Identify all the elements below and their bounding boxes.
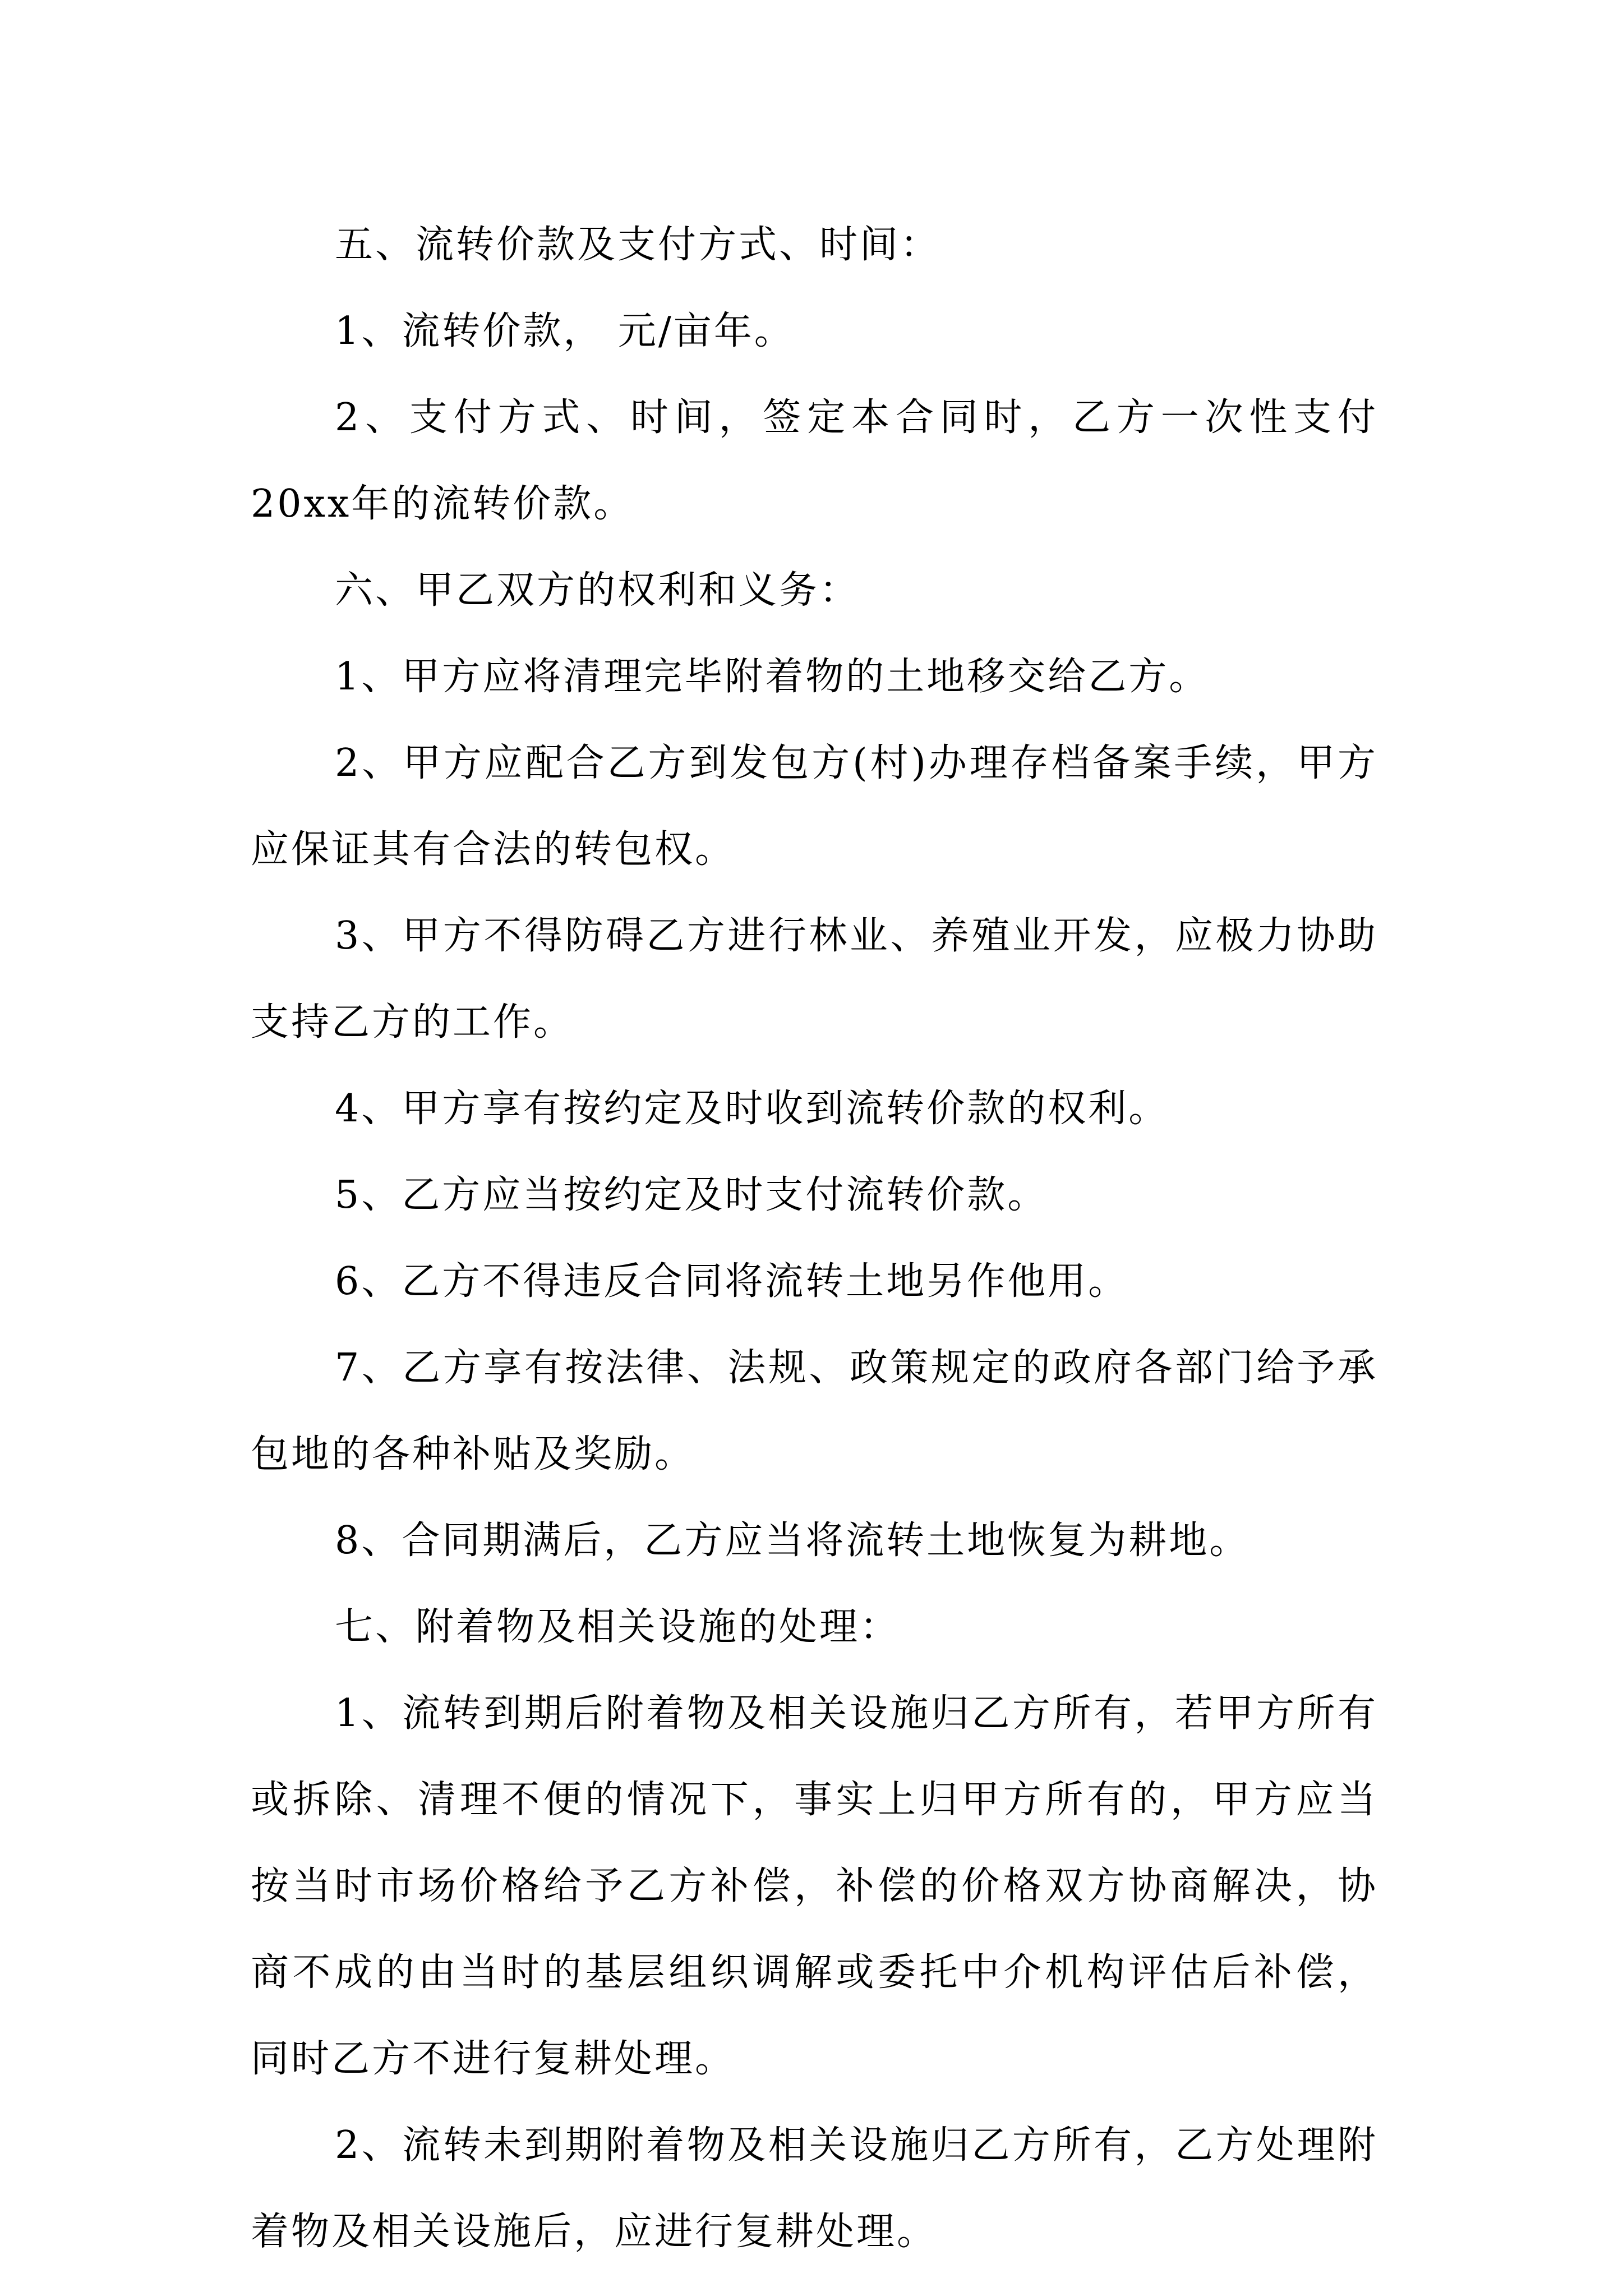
clause-rights-8: 8、合同期满后，乙方应当将流转土地恢复为耕地。: [335, 1519, 1250, 1563]
clause-rights-5: 5、乙方应当按约定及时支付流转价款。: [335, 1173, 1048, 1217]
section-heading-attachments: 七、附着物及相关设施的处理：: [335, 1605, 901, 1649]
clause-attachments-2: 2、流转未到期附着物及相关设施归乙方所有，乙方处理附着物及相关设施后，应进行复耕处理。: [251, 2123, 1378, 2254]
clause-rights-7: 7、乙方享有按法律、法规、政策规定的政府各部门给予承包地的各种补贴及奖励。: [251, 1346, 1378, 1476]
clause-rights-6: 6、乙方不得违反合同将流转土地另作他用。: [335, 1259, 1129, 1304]
clause-rights-3: 3、甲方不得防碍乙方进行林业、养殖业开发，应极力协助支持乙方的工作。: [251, 914, 1378, 1045]
clause-payment-price: 1、流转价款， 元/亩年。: [335, 309, 795, 353]
section-heading-payment: 五、流转价款及支付方式、时间：: [335, 223, 941, 267]
clause-rights-4: 4、甲方享有按约定及时收到流转价款的权利。: [335, 1087, 1169, 1131]
clause-attachments-1: 1、流转到期后附着物及相关设施归乙方所有，若甲方所有或拆除、清理不便的情况下，事实上归甲方所有的，甲方应当按当时市场价格给予乙方补偿，补偿的价格双方协商解决，协商不成的由当时的基层组织调解或委托中介机构评估后补偿，同时乙方不进行复耕处理。: [251, 1691, 1378, 2081]
contract-body: [251, 202, 1378, 2275]
section-heading-rights: 六、甲乙双方的权利和义务：: [335, 568, 860, 613]
clause-rights-2: 2、甲方应配合乙方到发包方(村)办理存档备案手续，甲方应保证其有合法的转包权。: [251, 741, 1378, 872]
clause-payment-method: 2、支付方式、时间，签定本合同时，乙方一次性支付20xx年的流转价款。: [251, 395, 1378, 526]
clause-rights-1: 1、甲方应将清理完毕附着物的土地移交给乙方。: [335, 655, 1210, 699]
